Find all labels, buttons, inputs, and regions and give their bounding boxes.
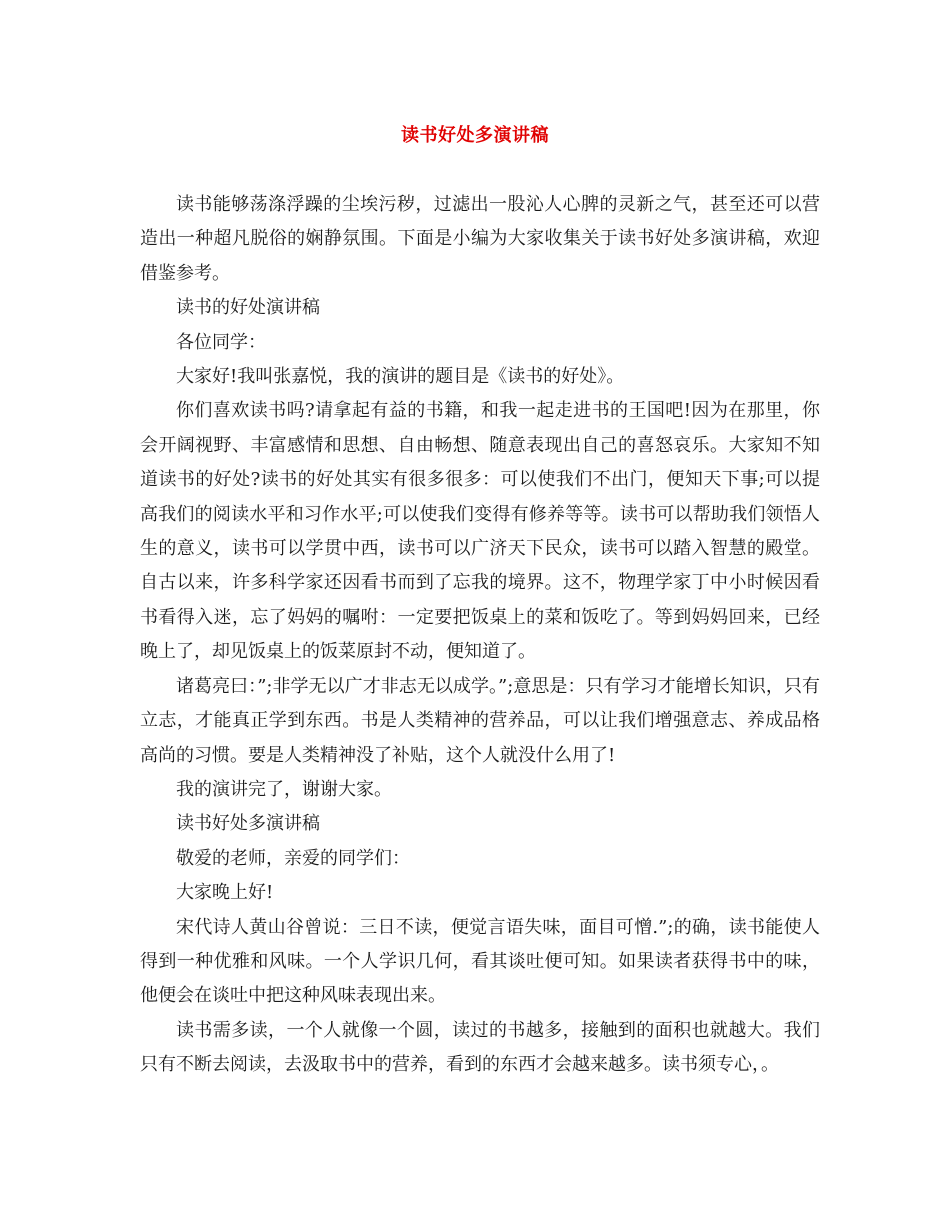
- paragraph-greeting-1: 大家好!我叫张嘉悦，我的演讲的题目是《读书的好处》。: [176, 366, 625, 388]
- document-title: 读书好处多演讲稿: [401, 125, 549, 146]
- document-body: [140, 188, 820, 1083]
- paragraph-body-3: 宋代诗人黄山谷曾说：三日不读，便觉言语失味，面目可憎.”;的确，读书能使人得到一种优雅和风味。一个人学识几何，看其谈吐便可知。如果读者获得书中的味，他便会在谈吐中把这种风味表现出来。: [140, 916, 820, 1007]
- paragraph-salutation-2: 敬爱的老师，亲爱的同学们：: [176, 847, 410, 869]
- paragraph-intro: 读书能够荡涤浮躁的尘埃污秽，过滤出一股沁人心脾的灵新之气，甚至还可以营造出一种超凡脱俗的娴静氛围。下面是小编为大家收集关于读书好处多演讲稿，欢迎借鉴参考。: [140, 194, 820, 284]
- paragraph-body-4: 读书需多读，一个人就像一个圆，读过的书越多，接触到的面积也就越大。我们只有不断去阅读，去汲取书中的营养，看到的东西才会越来越多。读书须专心，。: [140, 1019, 820, 1076]
- paragraph-closing-1: 我的演讲完了，谢谢大家。: [176, 778, 392, 800]
- paragraph-salutation-1: 各位同学：: [176, 331, 266, 353]
- paragraph-heading-1: 读书的好处演讲稿: [176, 297, 320, 319]
- paragraph-body-1: 你们喜欢读书吗?请拿起有益的书籍，和我一起走进书的王国吧!因为在那里，你会开阔视野、丰富感情和思想、自由畅想、随意表现出自己的喜怒哀乐。大家知不知道读书的好处?读书的好处其实有很多很多：可以使我们不出门，便知天下事;可以提高我们的阅读水平和习作水平;可以使我们变得有修养等等。读书可以帮助我们领悟人生的意义，读书可以学贯中西，读书可以广济天下民众，读书可以踏入智慧的殿堂。自古以来，许多科学家还因看书而到了忘我的境界。这不，物理学家丁中小时候因看书看得入迷，忘了妈妈的嘱咐：一定要把饭桌上的菜和饭吃了。等到妈妈回来，已经晚上了，却见饭桌上的饭菜原封不动，便知道了。: [140, 400, 820, 663]
- paragraph-heading-2: 读书好处多演讲稿: [176, 813, 320, 835]
- paragraph-body-2: 诸葛亮曰：”;非学无以广才非志无以成学。”;意思是：只有学习才能增长知识，只有立志，才能真正学到东西。书是人类精神的营养品，可以让我们增强意志、养成品格高尚的习惯。要是人类精神没了补贴，这个人就没什么用了!: [140, 675, 820, 766]
- paragraph-greeting-2: 大家晚上好!: [176, 882, 274, 904]
